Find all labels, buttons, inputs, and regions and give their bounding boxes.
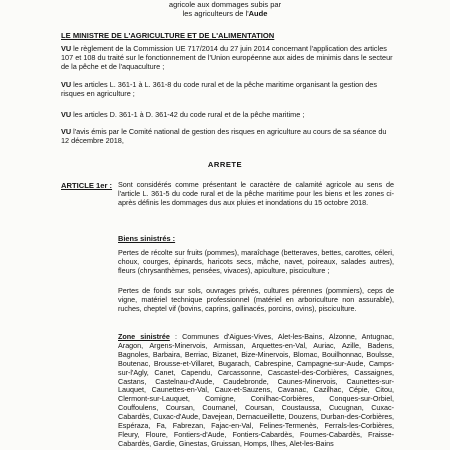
visa-4 — [61, 127, 394, 145]
visa-4-text: l'avis émis par le Comité national de gestion des risques en agriculture au cours de sa séance du 12 décembre 2018, — [61, 127, 387, 146]
visa-2-text: les articles L. 361-1 à L. 361-8 du code rural et de la pêche maritime organisant la gestion des risques en agriculture ; — [61, 80, 377, 99]
visa-3 — [61, 110, 394, 119]
visa-4-prefix: VU — [61, 127, 72, 136]
arrete-heading: ARRETE — [207, 160, 243, 169]
header-line-2-prefix: les agriculteurs de l' — [182, 9, 249, 18]
header-line-2 — [0, 9, 450, 18]
article-1-label: ARTICLE 1er : — [61, 181, 113, 190]
biens-paragraph-1: Pertes de récolte sur fruits (pommes), maraîchage (betteraves, bettes, carottes, céleri, choux, courges, épinards, haricots secs, mâche, navet, poireaux, salades autres), fleurs (chrysanthèmes, pensées, vivaces), apiculture, pisciculture ; — [118, 248, 394, 275]
visa-1 — [61, 44, 394, 71]
biens-paragraph-2: Pertes de fonds sur sols, ouvrages privés, cultures pérennes (pommiers), ceps de vigne, matériel technique professionnel (matériel en arboriculture non assurable), ruches, cheptel vif (bovins, caprins, gallinacés, porcins, ovins), pisciculture. — [118, 286, 394, 313]
zone-heading: Zone sinistrée — [118, 332, 170, 341]
zone-paragraph — [118, 333, 394, 449]
header-line-2-department: Aude — [248, 9, 268, 18]
visa-1-prefix: VU — [61, 44, 72, 53]
header-line-1 — [0, 0, 450, 9]
visa-3-text: les articles D. 361-1 à D. 361-42 du code rural et de la pêche maritime ; — [73, 110, 305, 119]
header-line-1-text: agricole aux dommages subis par — [168, 0, 282, 9]
zone-communes: : Communes d'Aigues-Vives, Alet-les-Bains, Alzonne, Antugnac, Aragon, Argens-Minervois, Armissan, Arquettes-en-Val, Auriac, Azille, Badens, Bagnoles, Barbaira, Berriac, Bizanet, Bize-Minervois, Blomac, Bouilhonnac, Boulsse, Boutenac, Brousse-et-Villaret, Bugarach, Cabrespine, Campagne-sur-Aude, Camps-sur-l'Agly, Canet, Capendu, Carcassonne, Cascastel-des-Corbières, Cassaignes, Castans, Castelnau-d'Aude, Caudebronde, Caunes-Minervois, Caunettes-sur-Lauquet, Caunettes-en-Val, Caux-et-Sauzens, Cavanac, Cazilhac, Cépie, Citou, Clermont-sur-Lauquet, Comigne, Conilhac-Corbières, Conques-sur-Orbiel, Couffoulens, Coursan, Cournanel, Coursan, Coustaussa, Cucugnan, Cuxac-Cabardès, Cuxac-d'Aude, Davejean, Dernacueillette, Douzens, Durban-des-Corbières, Espéraza, Fa, Fabrezan, Fajac-en-Val, Felines-Termenès, Ferrals-les-Corbières, Fleury, Floure, Fontiers-d'Aude, Fontiers-Cabardès, Fournes-Cabardès, Fraisse-Cabardès, Gardie, Ginestas, Gruissan, Homps, Ilhes, Alet-les-Bains — [118, 332, 394, 448]
visa-3-prefix: VU — [61, 110, 72, 119]
minister-heading: LE MINISTRE DE L'AGRICULTURE ET DE L'ALIMENTATION — [61, 31, 275, 40]
visa-1-text: le règlement de la Commission UE 717/2014 du 27 juin 2014 concernant l'application des articles 107 et 108 du traité sur le fonctionnement de l'Union européenne aux aides de minimis dans le secteur de la pêche et de l'aquaculture ; — [61, 44, 393, 72]
biens-heading: Biens sinistrés : — [118, 234, 176, 243]
visa-2 — [61, 80, 381, 98]
visa-2-prefix: VU — [61, 80, 72, 89]
article-1-text: Sont considérés comme présentant le caractère de calamité agricole au sens de l'article L. 361-5 du code rural et de la pêche maritime pour les biens et les zones ci-après définis les dommages dus aux pluies et inondations du 15 octobre 2018. — [118, 180, 394, 207]
